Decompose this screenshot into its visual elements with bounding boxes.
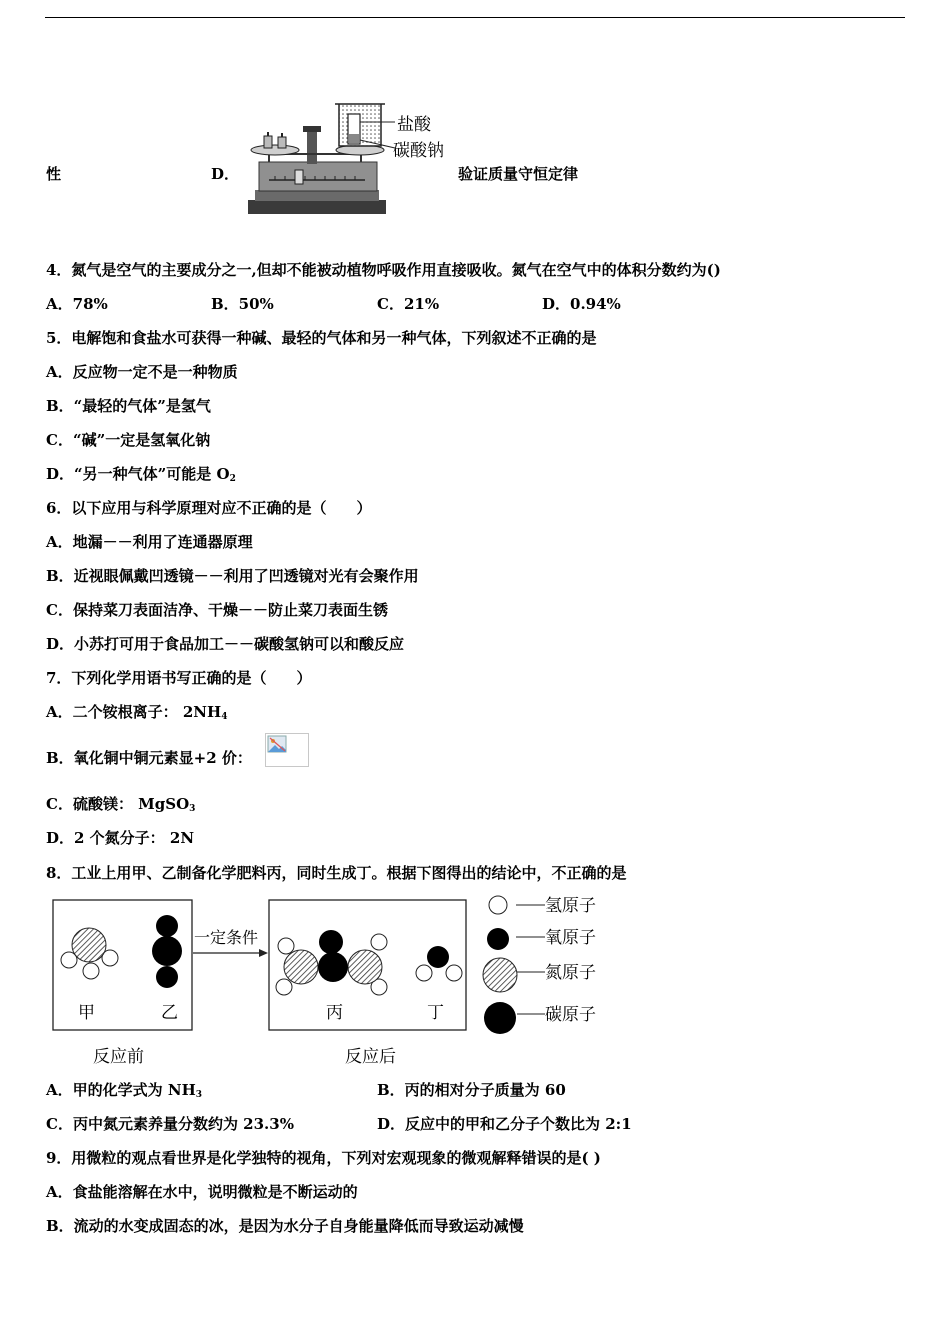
label-ding: 丁 (427, 1003, 444, 1023)
q7-option-a-text: A．二个铵根离子： 2NH (46, 703, 222, 721)
q4-option-d: D．0.94% (542, 295, 621, 313)
balance-figure (245, 100, 455, 218)
label-before: 反应前 (93, 1047, 144, 1067)
q6-stem: 6．以下应用与科学原理对应不正确的是（ ） (46, 499, 372, 517)
q5-option-d (46, 464, 236, 484)
q3-option-text: 验证质量守恒定律 (458, 165, 579, 183)
label-after: 反应后 (345, 1047, 396, 1067)
q5-option-b: B．“最轻的气体”是氢气 (46, 397, 211, 415)
q9-stem: 9．用微粒的观点看世界是化学独特的视角，下列对宏观现象的微观解释错误的是( ) (46, 1149, 601, 1167)
reaction-diagram (45, 892, 615, 1072)
legend-carbon: 碳原子 (545, 1005, 596, 1025)
q7-stem: 7．下列化学用语书写正确的是（ ） (46, 669, 312, 687)
q7-option-c-text: C．硫酸镁： MgSO (46, 795, 190, 813)
q8-option-d: D．反应中的甲和乙分子个数比为 2:1 (377, 1115, 632, 1133)
q3-option-letter: D． (211, 165, 240, 183)
q7-option-d: D．2 个氮分子： 2N (46, 829, 195, 847)
q7-option-b: B．氧化铜中铜元素显+2 价： (46, 749, 252, 767)
q6-option-a: A．地漏－－利用了连通器原理 (46, 533, 253, 551)
broken-image-icon (265, 733, 309, 767)
q6-option-b: B．近视眼佩戴凹透镜－－利用了凹透镜对光有会聚作用 (46, 567, 419, 585)
q5-option-a: A．反应物一定不是一种物质 (46, 363, 238, 381)
q5-option-c: C．“碱”一定是氢氧化钠 (46, 431, 211, 449)
acid-label: 盐酸 (397, 115, 431, 135)
label-bing: 丙 (326, 1003, 343, 1023)
q4-stem: 4．氮气是空气的主要成分之一,但却不能被动植物呼吸作用直接吸收。氮气在空气中的体积分数约为() (46, 261, 721, 279)
q8-option-a-text: A．甲的化学式为 NH (46, 1081, 196, 1099)
q6-option-c: C．保持菜刀表面洁净、干燥－－防止菜刀表面生锈 (46, 601, 388, 619)
q8-option-a-subscript: 3 (195, 1090, 203, 1100)
q8-option-b: B．丙的相对分子质量为 60 (377, 1081, 566, 1099)
q9-option-b: B．流动的水变成固态的冰，是因为水分子自身能量降低而导致运动减慢 (46, 1217, 524, 1235)
q8-option-c: C．丙中氮元素养量分数约为 23.3% (46, 1115, 294, 1133)
q7-option-a-subscript: 4 (221, 712, 228, 722)
q5-stem: 5．电解饱和食盐水可获得一种碱、最轻的气体和另一种气体，下列叙述不正确的是 (46, 329, 597, 347)
q6-option-d: D．小苏打可用于食品加工－－碳酸氢钠可以和酸反应 (46, 635, 405, 653)
legend-hydrogen: 氢原子 (545, 896, 596, 916)
q5-option-d-subscript: 2 (229, 474, 236, 484)
legend-oxygen: 氧原子 (545, 928, 596, 948)
q4-option-c: C．21% (377, 295, 440, 313)
condition-label: 一定条件 (194, 928, 259, 947)
q7-option-c-subscript: 3 (189, 804, 196, 814)
q4-option-b: B．50% (211, 295, 274, 313)
q9-option-a: A．食盐能溶解在水中，说明微粒是不断运动的 (46, 1183, 358, 1201)
q8-stem: 8．工业上用甲、乙制备化学肥料丙，同时生成丁。根据下图得出的结论中，不正确的是 (46, 864, 627, 882)
q3-left-text: 性 (46, 165, 62, 183)
q5-option-d-text: D．“另一种气体”可能是 O (46, 465, 230, 483)
label-yi: 乙 (161, 1003, 178, 1023)
q4-option-a: A．78% (46, 295, 108, 313)
q8-option-a (46, 1080, 202, 1100)
q7-option-a (46, 702, 227, 722)
legend-nitrogen: 氮原子 (545, 963, 596, 983)
label-jia: 甲 (78, 1003, 95, 1023)
carbonate-label: 碳酸钠 (393, 141, 444, 161)
q7-option-c (46, 794, 195, 814)
header-rule (45, 17, 905, 18)
